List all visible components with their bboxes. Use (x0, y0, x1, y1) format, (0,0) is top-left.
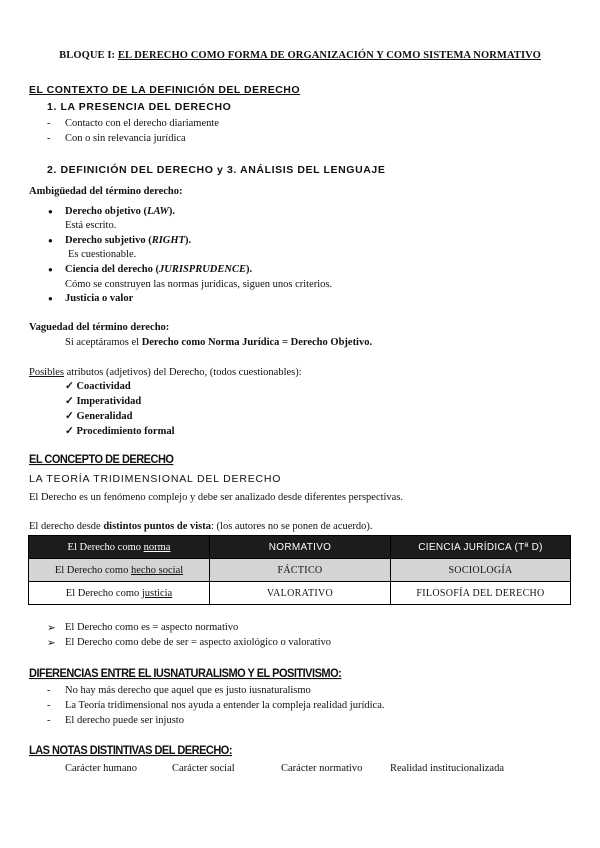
check-icon: ✓ (65, 426, 74, 437)
ambiguedad-heading: Ambigüedad del término derecho: (29, 186, 183, 197)
subheading-tridimensional: LA TEORÍA TRIDIMENSIONAL DEL DERECHO (29, 473, 282, 485)
table-row (29, 536, 571, 559)
title-prefix: BLOQUE I: (59, 50, 118, 61)
attribute-item: ✓ Generalidad (65, 411, 133, 422)
arrow-item: ➢ El Derecho como es = aspecto normativo (47, 622, 239, 634)
term: Derecho objetivo (65, 206, 141, 217)
pov-bold: distintos puntos de vista (103, 521, 211, 532)
table-cell: El Derecho como justicia (29, 582, 210, 605)
list-item: - La Teoría tridimensional nos ayuda a entender la compleja realidad jurídica. (65, 700, 385, 711)
table-row (29, 559, 571, 582)
ambiguedad-item: ● Derecho subjetivo (RIGHT). (65, 235, 191, 246)
intro-paragraph: El Derecho es un fenómeno complejo y debe ser analizado desde diferentes perspectivas. (29, 492, 404, 503)
check-icon: ✓ (65, 396, 74, 407)
term: Justicia o valor (65, 293, 134, 304)
tridimensional-table (28, 535, 571, 605)
list-item: - Con o sin relevancia jurídica (65, 133, 186, 144)
list-item: - El derecho puede ser injusto (65, 715, 184, 726)
note-item: Carácter normativo (281, 763, 363, 774)
ambiguedad-note: Es cuestionable. (68, 249, 137, 260)
document-title (0, 50, 600, 61)
section-heading-notas: LAS NOTAS DISTINTIVAS DEL DERECHO: (29, 744, 233, 758)
table-cell: El Derecho como hecho social (29, 559, 210, 582)
list-item: - Contacto con el derecho diariamente (65, 118, 219, 129)
note-item: Carácter humano (65, 763, 138, 774)
table-cell: FÁCTICO (210, 559, 391, 582)
subheading-presencia: 1. LA PRESENCIA DEL DERECHO (47, 101, 232, 113)
list-item: - No hay más derecho que aquel que es justo iusnaturalismo (65, 685, 311, 696)
note-item: Carácter social (172, 763, 235, 774)
ambiguedad-item: ● Ciencia del derecho (JURISPRUDENCE). (65, 264, 252, 275)
check-icon: ✓ (65, 411, 74, 422)
table-cell: FILOSOFÍA DEL DERECHO (391, 582, 571, 605)
subheading-definicion: 2. DEFINICIÓN DEL DERECHO y 3. ANÁLISIS DEL LENGUAJE (47, 164, 386, 176)
section-heading-concepto: EL CONCEPTO DE DERECHO (29, 453, 174, 467)
arrow-item: ➢ El Derecho como debe de ser = aspecto axiológico o valorativo (47, 637, 331, 649)
vaguedad-heading: Vaguedad del término derecho: (29, 322, 170, 333)
ambiguedad-item: ● Derecho objetivo (LAW). (65, 206, 175, 217)
term-paren: RIGHT (151, 235, 185, 246)
vaguedad-bold: Derecho como Norma Jurídica = Derecho Objetivo. (141, 337, 373, 348)
table-cell: SOCIOLOGÍA (391, 559, 571, 582)
posibles-lead: Posibles atributos (adjetivos) del Derecho, (todos cuestionables): (29, 367, 302, 378)
term-paren: LAW (147, 206, 169, 217)
title-text: EL DERECHO COMO FORMA DE ORGANIZACIÓN Y COMO SISTEMA NORMATIVO (117, 50, 541, 61)
attribute-item: ✓ Imperatividad (65, 396, 142, 407)
arrow-bullet-icon: ➢ (47, 638, 56, 649)
table-cell: VALORATIVO (210, 582, 391, 605)
table-cell: El Derecho como norma (29, 536, 210, 559)
posibles-underlined: Posibles (29, 367, 65, 378)
points-of-view-line: El derecho desde distintos puntos de vista: (los autores no se ponen de acuerdo). (29, 521, 373, 532)
section-heading-contexto: EL CONTEXTO DE LA DEFINICIÓN DEL DERECHO (29, 84, 301, 96)
attribute-item: ✓ Coactividad (65, 381, 131, 392)
attribute-item: ✓ Procedimiento formal (65, 426, 175, 437)
note-item: Realidad institucionalizada (390, 763, 505, 774)
term: Derecho subjetivo (65, 235, 146, 246)
vaguedad-text: Si aceptáramos el Derecho como Norma Jurídica = Derecho Objetivo. (65, 337, 373, 348)
table-cell: CIENCIA JURÍDICA (Tª D) (391, 536, 571, 559)
table-cell: NORMATIVO (210, 536, 391, 559)
table-row (29, 582, 571, 605)
section-heading-diferencias: DIFERENCIAS ENTRE EL IUSNATURALISMO Y EL POSITIVISMO: (29, 667, 342, 681)
ambiguedad-item (65, 293, 133, 304)
check-icon: ✓ (65, 381, 74, 392)
ambiguedad-note: Cómo se construyen las normas jurídicas, siguen unos criterios. (65, 279, 333, 290)
term-paren: JURISPRUDENCE (159, 264, 246, 275)
ambiguedad-note: Está escrito. (65, 220, 117, 231)
term: Ciencia del derecho (65, 264, 153, 275)
arrow-bullet-icon: ➢ (47, 623, 56, 634)
